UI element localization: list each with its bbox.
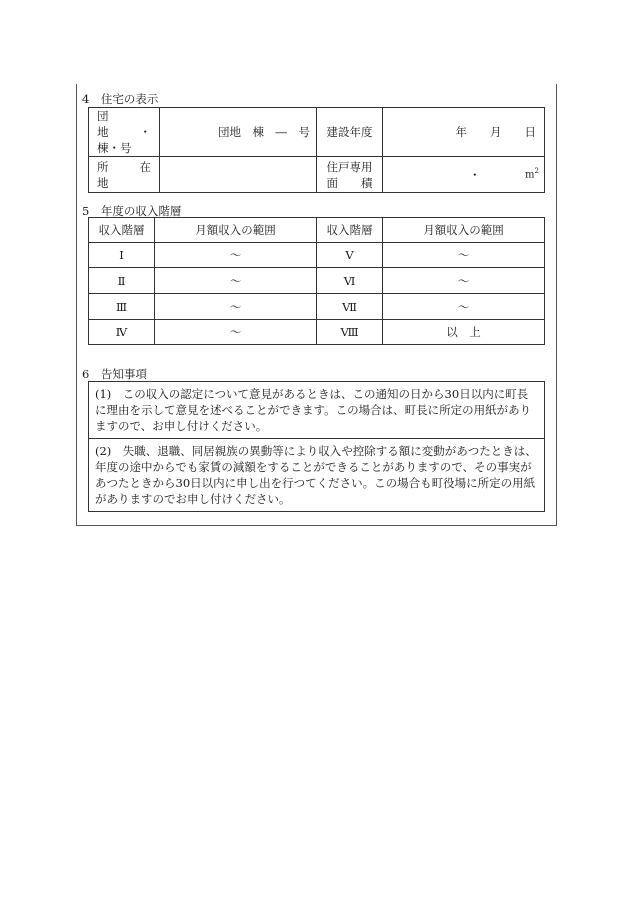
tier-range: ～ [383, 243, 545, 268]
housing-table [88, 107, 545, 193]
tier-label: Ⅳ [89, 320, 155, 345]
build-year-label: 建設年度 [317, 108, 383, 157]
section4-heading: 4 住宅の表示 [82, 92, 159, 106]
area-dot: ・ [469, 168, 481, 182]
area-label-line1: 住戸専用 [326, 159, 373, 174]
complex-value: 団地 棟 ― 号 [160, 108, 317, 157]
table-row [89, 243, 545, 268]
complex-label-cell [89, 108, 160, 157]
tier-range: ～ [155, 320, 317, 345]
table-row [89, 294, 545, 320]
tier-range: ～ [155, 243, 317, 268]
income-col4-header: 月額収入の範囲 [383, 218, 545, 243]
complex-label-line1: 団 地 ・ [97, 109, 151, 139]
section6-heading: 6 告知事項 [82, 367, 147, 381]
tier-label: Ⅴ [317, 243, 383, 268]
tier-range: 以 上 [383, 320, 545, 345]
tier-range: ～ [155, 294, 317, 320]
tier-range: ～ [383, 268, 545, 294]
complex-label-line2: 棟・号 [97, 141, 132, 155]
table-row [89, 268, 545, 294]
notice-item-1: (1) この収入の認定について意見があるときは、この通知の日から30日以内に町長に理由を示して意見を述べることができます。この場合は、町長に所定の用紙がありますので、お申し付けください。 [89, 382, 545, 439]
tier-range: ～ [383, 294, 545, 320]
notice-table [88, 381, 545, 512]
tier-label: Ⅲ [89, 294, 155, 320]
income-col1-header: 収入階層 [89, 218, 155, 243]
income-table [88, 217, 545, 345]
tier-label: Ⅰ [89, 243, 155, 268]
tier-label: Ⅱ [89, 268, 155, 294]
build-year-value: 年 月 日 [383, 108, 545, 157]
tier-label: Ⅷ [317, 320, 383, 345]
area-label-line2: 面 積 [326, 175, 373, 190]
location-label: 所 在 地 [89, 157, 160, 193]
area-value-cell [383, 157, 545, 193]
income-col3-header: 収入階層 [317, 218, 383, 243]
tier-range: ～ [155, 268, 317, 294]
section5-heading: 5 年度の収入階層 [82, 204, 182, 218]
area-unit: $m^2$ [525, 167, 539, 181]
tier-label: Ⅵ [317, 268, 383, 294]
notice-item-2: (2) 失職、退職、同居親族の異動等により収入や控除する額に変動があつたときは、年度の途中からでも家賃の減額をすることができることがありますので、その事実があつたときから30日以内に申し出を行つてください。この場合も町役場に所定の用紙がありますのでお申し付けください。 [89, 439, 545, 512]
area-label-cell [317, 157, 383, 193]
income-col2-header: 月額収入の範囲 [155, 218, 317, 243]
location-value [160, 157, 317, 193]
table-row [89, 320, 545, 345]
tier-label: Ⅶ [317, 294, 383, 320]
